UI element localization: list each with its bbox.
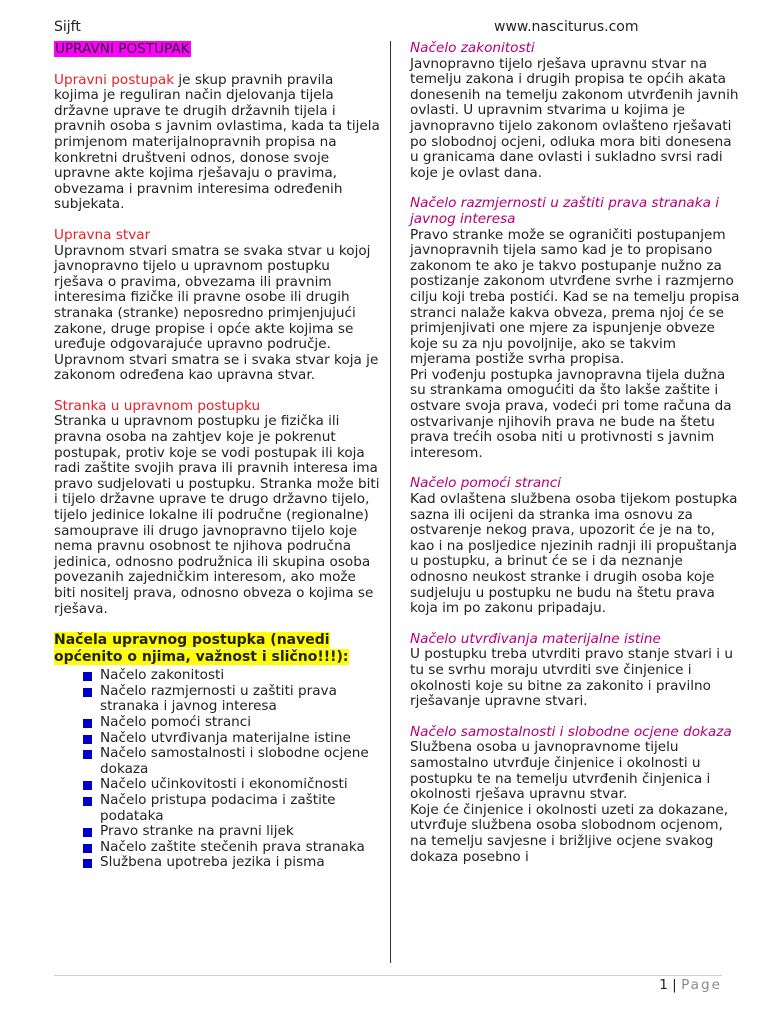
page-separator: | — [667, 977, 682, 993]
nacelo-samostalnosti-text-2: Koje će činjenice i okolnosti uzeti za dokazane, utvrđuje službena osoba slobodnom ocjenom, na temelju savjesne i brižljive ocjene svakog dokaza posebno i — [410, 801, 729, 865]
list-item: Načelo zakonitosti — [100, 668, 380, 684]
footer-rule — [54, 975, 722, 976]
heading-nacelo-zakonitosti: Načelo zakonitosti — [410, 40, 535, 56]
document-title: UPRAVNI POSTUPAK — [55, 41, 190, 57]
nacelo-zakonitosti-text: Javnopravno tijelo rješava upravnu stvar na temelju zakona i drugih propisa te općih akata donesenih na temelju zakonom utvrđenih javnih ovlasti. U upravnim stvarima u kojima je javnopravno tijelo zakonom ovlašteno rješavati po slobodnoj ocjeni, odluka mora biti donesena u granicama dane ovlasti i sukladno svrsi radi koje je ovlast dana. — [410, 55, 739, 181]
upravna-stvar-text: Upravnom stvari smatra se svaka stvar u kojoj javnopravno tijelo u upravnom postupku rješava o pravima, obvezama ili pravnim interesima fizičke ili pravne osobe ili drugih stranaka (stranke) neposredno primjenjujući zakone, druge propise i opće akte kojima se uređuje odgovarajuće upravno područje. Upravnom stvari smatra se i svaka stvar koja je zakonom određena kao upravna stvar. — [54, 242, 379, 384]
nacelo-samostalnosti-text: Službena osoba u javnopravnome tijelu samostalno utvrđuje činjenice i okolnosti u postupku te na temelju utvrđenih činjenica i okolnosti rješava upravnu stvar. — [410, 739, 711, 803]
list-item: Načelo pomoći stranci — [100, 715, 380, 731]
heading-nacelo-pomoci: Načelo pomoći stranci — [410, 475, 562, 492]
nacelo-istine-text: U postupku treba utvrditi pravo stanje stvari i u tu se svrhu moraju utvrditi sve činjenice i okolnosti koje su bitne za zakonito i pravilno rješavanje upravne stvari. — [410, 646, 733, 710]
heading-stranka: Stranka u upravnom postupku — [54, 397, 261, 414]
list-item: Načelo zaštite stečenih prava stranaka — [100, 840, 380, 856]
page-number: 1 — [659, 977, 668, 993]
nacelo-razmjernosti-text: Pravo stranke može se ograničiti postupanjem javnopravnih tijela samo kad je to propisano zakonom te ako je takvo postupanje nužno za postizanje zakonom utvrđene svrhe i razmjerno cilju koji treba postići. Kad se na temelju propisa stranci nalaže kakva obveza, prema njoj će se primjenjivati one mjere za ispunjenje obveze koje su za nju povoljnije, ako se takvim mjerama postiže svrha propisa. — [410, 226, 740, 368]
heading-nacelo-razmjernosti: Načelo razmjernosti u zaštiti prava stranaka i javnog interesa — [410, 195, 720, 227]
nacelo-razmjernosti-text-2: Pri vođenju postupka javnopravna tijela dužna su strankama omogućiti da što lakše zaštite i ostvare svoja prava, vodeći pri tome računa da ostvarivanje njihovih prava ne bude na štetu prava trećih osoba niti u protivnosti s javnim interesom. — [410, 366, 732, 461]
right-column — [410, 41, 740, 865]
term-upravni-postupak: Upravni postupak — [54, 71, 175, 88]
page-label: Page — [681, 977, 722, 993]
heading-nacelo-samostalnosti: Načelo samostalnosti i slobodne ocjene dokaza — [410, 723, 732, 740]
upravni-postupak-definition: je skup pravnih pravila kojima je reguliran način djelovanja tijela državne uprave te drugih državnih tijela i pravnih osoba s javnim ovlastima, kada ta tijela primjenom materijalnopravnih propisa na konkretni društveni odnos, donose svoje upravne akte kojima rješavaju o pravima, obvezama i pravnim interesima određenih subjekata. — [54, 71, 380, 213]
stranka-text: Stranka u upravnom postupku je fizička ili pravna osoba na zahtjev koje je pokrenut postupak, protiv koje se vodi postupak ili koja radi zaštite svojih prava ili pravnih interesa ima pravo sudjelovati u postupku. Stranka može biti i tijelo državne uprave te drugo državno tijelo, tijelo jedinice lokalne ili područne (regionalne) samouprave ili drugo javnopravno tijelo koje nema pravnu osobnost te njihova područna jedinica, odnosno podružnica ili skupina osoba povezanih zajedničkim interesom, ako može biti nositelj prava, odnosno obveza o kojima se rješava. — [54, 413, 380, 617]
heading-upravna-stvar: Upravna stvar — [54, 226, 151, 243]
list-item: Načelo utvrđivanja materijalne istine — [100, 731, 380, 747]
principles-list — [54, 668, 380, 871]
header-left: Sijft — [54, 19, 81, 35]
header-url: www.nasciturus.com — [494, 19, 639, 35]
list-item: Načelo učinkovitosti i ekonomičnosti — [100, 777, 380, 793]
nacelo-pomoci-text: Kad ovlaštena službena osoba tijekom postupka sazna ili ocijeni da stranka ima osnovu za ostvarenje nekog prava, upozorit će je na to, kao i na posljedice njezinih radnji ili propuštanja u postupku, a brinut će se i da neznanje odnosno neukost stranke i drugih osoba koje sudjeluju u postupku ne budu na štetu prava koja im po zakonu pripadaju. — [410, 491, 738, 617]
list-item: Pravo stranke na pravni lijek — [100, 824, 380, 840]
list-item: Načelo samostalnosti i slobodne ocjene dokaza — [100, 746, 380, 777]
document-title-row — [54, 41, 380, 58]
list-item: Načelo pristupa podacima i zaštite podataka — [100, 793, 380, 824]
heading-nacela: Načela upravnog postupka (navedi općenito o njima, važnost i slično!!!): — [54, 632, 349, 666]
principles-heading-wrap — [54, 632, 380, 666]
column-divider — [390, 41, 391, 963]
left-column — [54, 41, 380, 871]
list-item: Načelo razmjernosti u zaštiti prava stranaka i javnog interesa — [100, 684, 380, 715]
list-item: Službena upotreba jezika i pisma — [100, 855, 380, 871]
page-footer — [659, 977, 722, 993]
section-upravni-postupak — [54, 73, 380, 213]
heading-nacelo-istine: Načelo utvrđivanja materijalne istine — [410, 630, 661, 647]
